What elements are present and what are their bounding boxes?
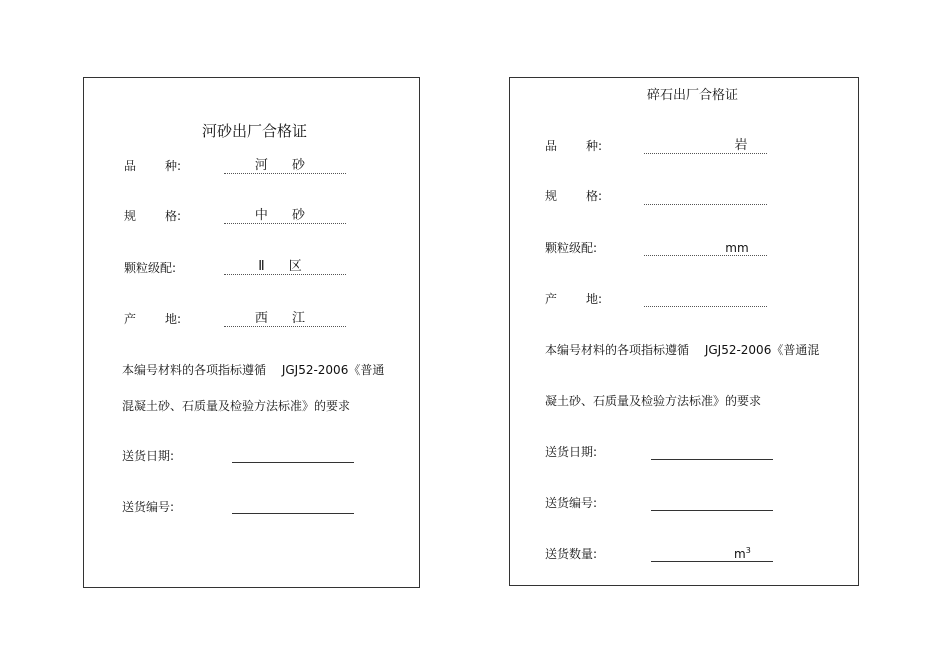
gravel-delivery-number-line	[651, 510, 773, 511]
sand-delivery-date-label: 送货日期:	[122, 449, 175, 463]
sand-variety-label-b: 种:	[165, 159, 182, 173]
sand-origin-dotted-line	[224, 326, 346, 327]
gravel-delivery-date-line	[651, 459, 773, 460]
sand-gradation-dotted-line	[224, 274, 346, 275]
gravel-delivery-number-label: 送货编号:	[545, 496, 598, 510]
sand-spec-label-a: 规	[124, 209, 137, 223]
gravel-spec-dotted-line	[644, 204, 767, 205]
gravel-delivery-quantity-label: 送货数量:	[545, 547, 598, 561]
gravel-quantity-unit	[734, 547, 751, 562]
sand-statement-line2: 混凝土砂、石质量及检验方法标准》的要求	[122, 399, 351, 413]
sand-variety-value: 河 砂	[254, 158, 316, 173]
gravel-origin-label-a: 产	[545, 292, 558, 306]
gravel-spec-label-a: 规	[545, 189, 558, 203]
gravel-origin-dotted-line	[644, 306, 767, 307]
gravel-variety-dotted-line	[644, 153, 767, 154]
gravel-delivery-date-label: 送货日期:	[545, 445, 598, 459]
gravel-variety-label-a: 品	[545, 139, 558, 153]
gravel-delivery-quantity-line	[651, 561, 773, 562]
gravel-certificate-card	[509, 77, 859, 586]
sand-gradation-value: Ⅱ 区	[258, 259, 312, 274]
sand-origin-label-a: 产	[124, 312, 137, 326]
sand-variety-label-a: 品	[124, 159, 137, 173]
sand-delivery-number-label: 送货编号:	[122, 500, 175, 514]
sand-certificate-card	[83, 77, 420, 588]
gravel-gradation-dotted-line	[644, 255, 767, 256]
gravel-statement-line1: 本编号材料的各项指标遵循 JGJ52-2006《普通混	[545, 343, 820, 357]
gravel-origin-label-b: 地:	[586, 292, 603, 306]
gravel-quantity-unit-base: m	[734, 547, 746, 561]
sand-certificate-title: 河砂出厂合格证	[202, 122, 308, 140]
sand-origin-label-b: 地:	[165, 312, 182, 326]
sand-gradation-label: 颗粒级配:	[124, 261, 177, 275]
sand-spec-dotted-line	[224, 223, 346, 224]
sand-spec-value: 中 砂	[254, 208, 316, 223]
gravel-certificate-title: 碎石出厂合格证	[647, 88, 739, 103]
sand-delivery-date-line	[232, 462, 354, 463]
sand-statement-line1: 本编号材料的各项指标遵循 JGJ52-2006《普通	[122, 363, 385, 377]
gravel-gradation-label: 颗粒级配:	[545, 241, 598, 255]
sand-spec-label-b: 格:	[165, 209, 182, 223]
gravel-quantity-unit-sup: 3	[745, 546, 751, 555]
sand-variety-dotted-line	[224, 173, 346, 174]
gravel-spec-label-b: 格:	[586, 189, 603, 203]
gravel-gradation-unit: mm	[725, 241, 749, 255]
sand-origin-value: 西 江	[254, 311, 316, 326]
gravel-variety-label-b: 种:	[586, 139, 603, 153]
gravel-statement-line2: 凝土砂、石质量及检验方法标准》的要求	[545, 394, 762, 408]
sand-delivery-number-line	[232, 513, 354, 514]
gravel-variety-value: 岩	[734, 138, 748, 153]
